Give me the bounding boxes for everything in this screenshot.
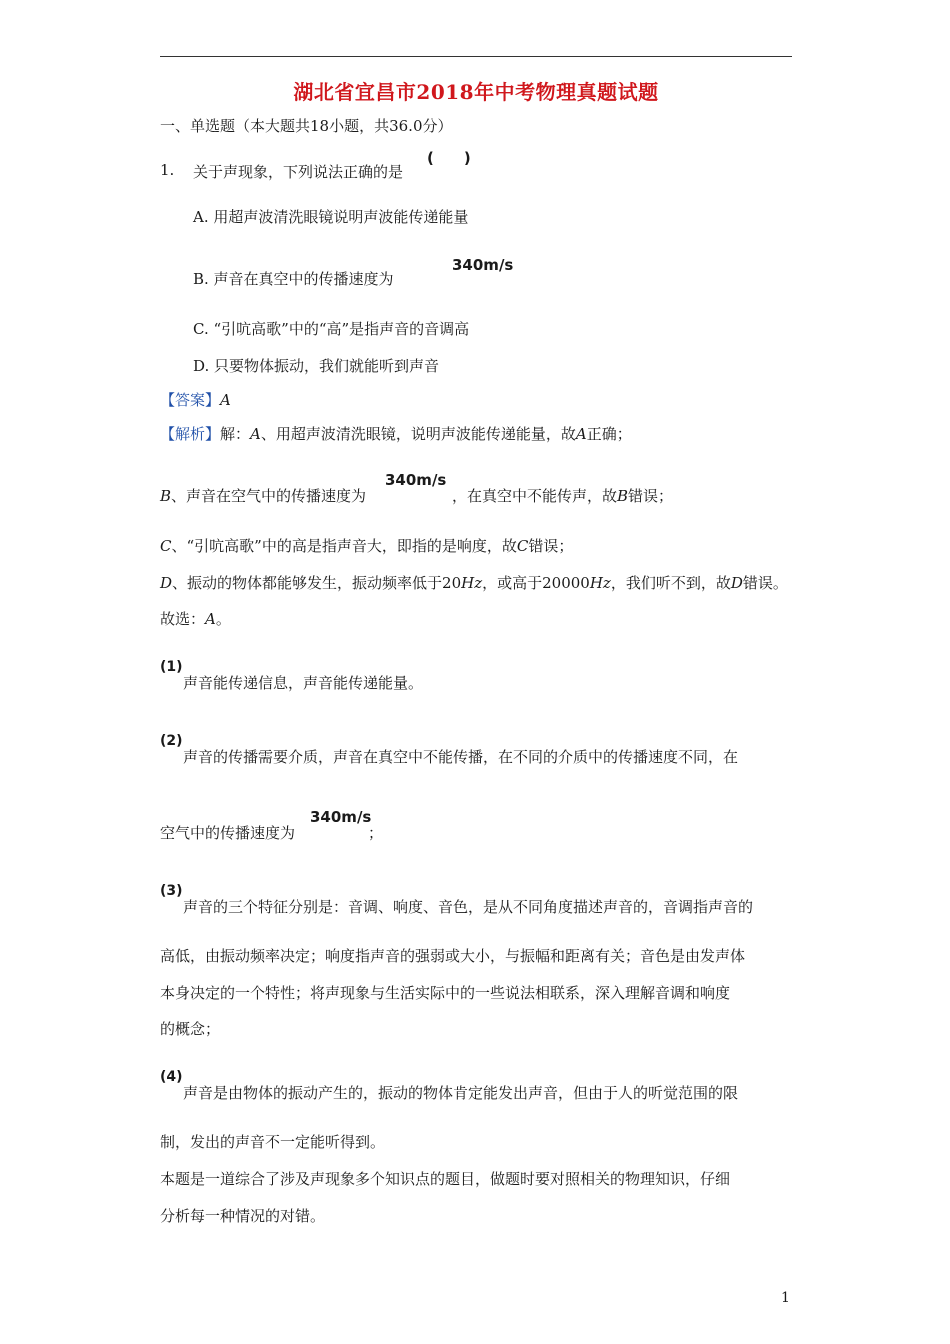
option-b-speed: 340m/s — [452, 256, 514, 274]
note-1-label: (1) — [160, 659, 183, 675]
analysis-line-2-speed: 340m/s — [385, 471, 447, 489]
answer-line — [160, 389, 231, 410]
page-number: 1 — [781, 1290, 790, 1306]
question-stem: 关于声现象，下列说法正确的是 — [193, 163, 404, 181]
note-4-label: (4) — [160, 1069, 183, 1085]
note-3-line-2: 高低，由振动频率决定；响度指声音的强弱或大小，与振幅和距离有关；音色是由发声体 — [160, 947, 746, 965]
note-4-line-2: 制，发出的声音不一定能听得到。 — [160, 1133, 386, 1151]
section-heading: 一、单选题（本大题共18小题，共36.0分） — [160, 117, 453, 135]
note-3-label: (3) — [160, 883, 183, 899]
note-2-cont: 空气中的传播速度为 — [160, 824, 296, 842]
note-2-label: (2) — [160, 733, 183, 749]
note-2-speed: 340m/s — [310, 808, 372, 826]
option-a: A. 用超声波清洗眼镜说明声波能传递能量 — [193, 208, 469, 226]
analysis-tag: 【解析】 — [160, 425, 221, 443]
question-number: 1. — [160, 161, 175, 179]
answer-value: A — [220, 391, 231, 409]
analysis-line-2: B、声音在空气中的传播速度为 — [160, 487, 367, 505]
analysis-line-1: 【解析】解：A、用超声波清洗眼镜，说明声波能传递能量，故A正确； — [160, 425, 632, 443]
analysis-line-5: 故选：A。 — [160, 610, 231, 628]
option-b: B. 声音在真空中的传播速度为 — [193, 270, 394, 288]
option-d: D. 只要物体振动，我们就能听到声音 — [193, 357, 440, 375]
note-1-text: 声音能传递信息，声音能传递能量。 — [183, 674, 424, 692]
note-3-line-4: 的概念； — [160, 1020, 221, 1038]
analysis-line-4: D、振动的物体都能够发生，振动频率低于20Hz，或高于20000Hz，我们听不到，故D错误。 — [160, 574, 788, 592]
summary-line-1: 本题是一道综合了涉及声现象多个知识点的题目，做题时要对照相关的物理知识，仔细 — [160, 1170, 731, 1188]
summary-line-2: 分析每一种情况的对错。 — [160, 1207, 326, 1225]
note-4-text: 声音是由物体的振动产生的，振动的物体肯定能发出声音，但由于人的听觉范围的限 — [183, 1084, 739, 1102]
answer-paren: ( ) — [427, 149, 471, 167]
note-3-text: 声音的三个特征分别是：音调、响度、音色，是从不同角度描述声音的，音调指声音的 — [183, 898, 754, 916]
option-c: C. “引吭高歌”中的“高”是指声音的音调高 — [193, 320, 470, 338]
header-rule — [160, 56, 792, 57]
note-2-end: ； — [368, 824, 384, 842]
note-3-line-3: 本身决定的一个特性；将声现象与生活实际中的一些说法相联系，深入理解音调和响度 — [160, 984, 731, 1002]
page-title: 湖北省宜昌市2018年中考物理真题试题 — [293, 80, 659, 104]
analysis-line-2-tail: ，在真空中不能传声，故B错误； — [452, 487, 674, 505]
note-2-text: 声音的传播需要介质，声音在真空中不能传播，在不同的介质中的传播速度不同，在 — [183, 748, 739, 766]
answer-tag: 【答案】 — [160, 391, 221, 409]
analysis-line-3: C、“引吭高歌”中的高是指声音大，即指的是响度，故C错误； — [160, 537, 574, 555]
